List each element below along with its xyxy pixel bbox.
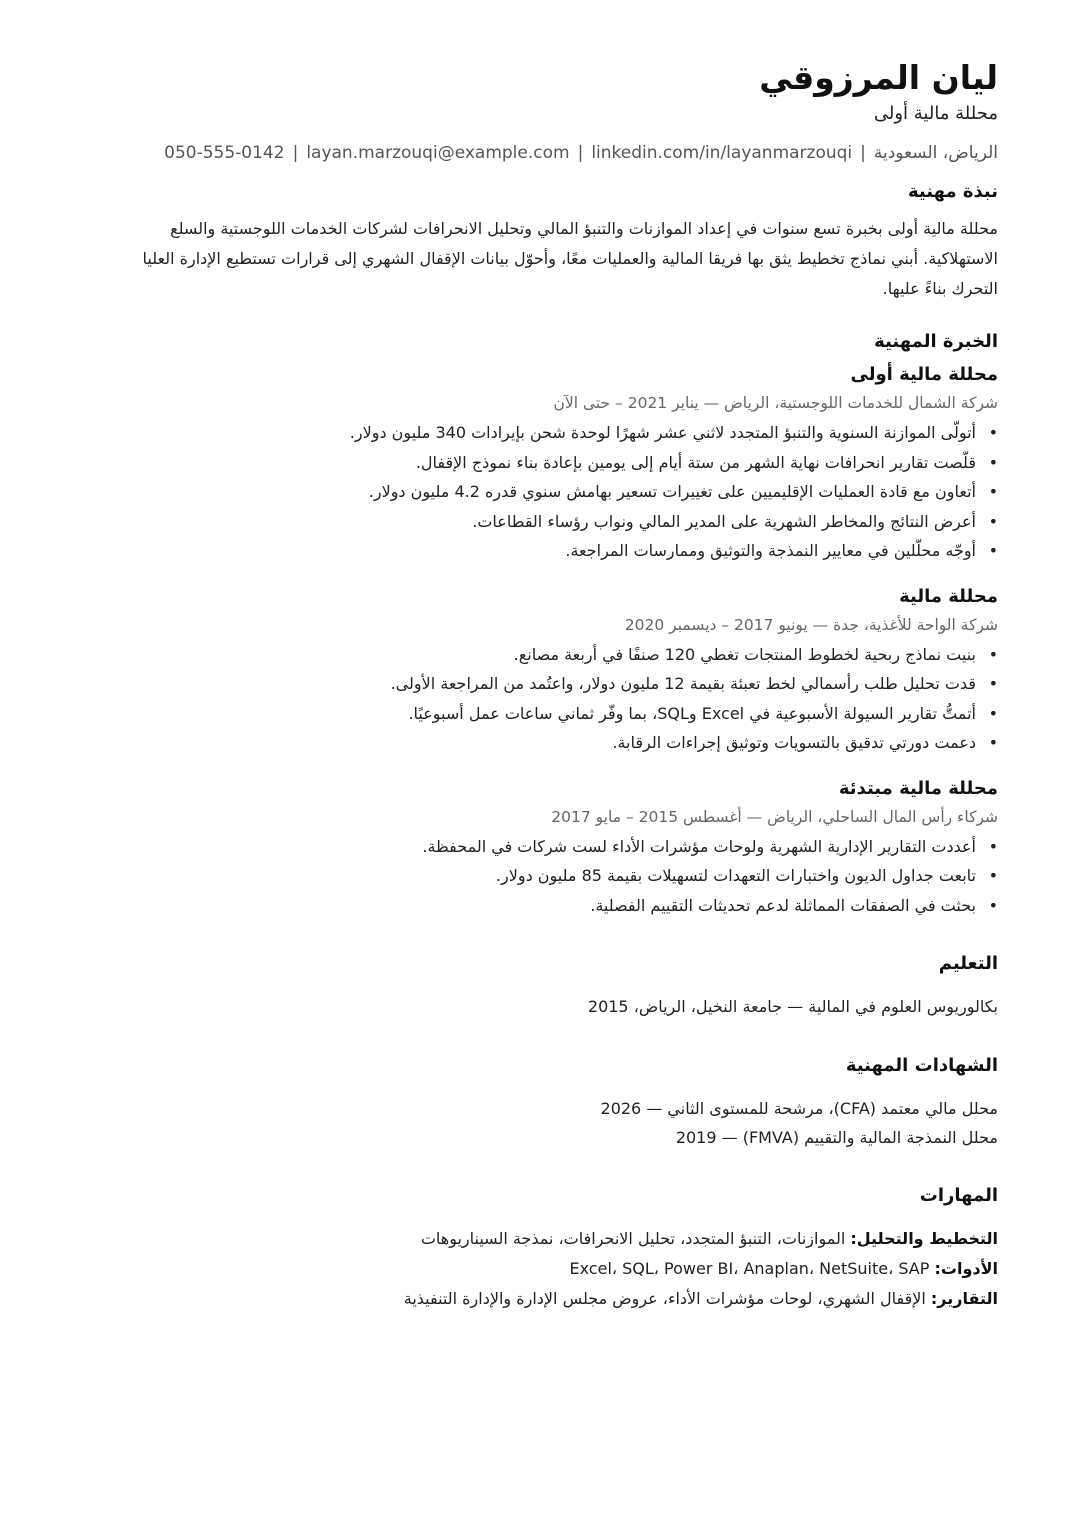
job-bullet — [118, 507, 998, 537]
bullet-icon: • — [988, 836, 998, 856]
bullet-icon: • — [988, 452, 998, 472]
job-entry — [118, 774, 998, 921]
bullet-icon: • — [988, 644, 998, 664]
resume-header — [118, 0, 998, 166]
candidate-name: ليان المرزوقي — [759, 58, 998, 97]
education-heading: التعليم — [938, 953, 998, 974]
contact-separator: | — [860, 143, 866, 163]
job-meta: شركاء رأس المال الساحلي، الرياض — أغسطس 2015 – مايو 2017 — [551, 807, 998, 826]
bullet-icon: • — [988, 703, 998, 723]
bullet-icon: • — [988, 733, 998, 752]
candidate-headline: محللة مالية أولى — [873, 103, 998, 124]
bullet-text: أتمتُّ تقارير السيولة الأسبوعية في Excel وSQL، بما وفّر ثماني ساعات عمل أسبوعيًا. — [408, 703, 976, 723]
education-entry: بكالوريوس العلوم في المالية — جامعة النخيل، الرياض، 2015 — [587, 997, 998, 1016]
bullet-icon: • — [988, 674, 998, 693]
job-bullet — [118, 536, 998, 566]
skill-value: الإقفال الشهري، لوحات مؤشرات الأداء، عروض مجلس الإدارة والإدارة التنفيذية — [403, 1289, 931, 1308]
bullet-text: أعرض النتائج والمخاطر الشهرية على المدير المالي ونواب رؤساء القطاعات. — [472, 511, 976, 531]
job-meta: شركة الواحة للأغذية، جدة — يونيو 2017 – ديسمبر 2020 — [624, 615, 998, 634]
job-bullet — [118, 640, 998, 670]
job-bullet — [118, 418, 998, 448]
bullet-text: تابعت جداول الديون واختبارات التعهدات لتسهيلات بقيمة 85 مليون دولار. — [495, 866, 976, 885]
job-bullet — [118, 832, 998, 862]
certifications-heading: الشهادات المهنية — [845, 1055, 998, 1076]
job-meta: شركة الشمال للخدمات اللوجستية، الرياض — يناير 2021 – حتى الآن — [553, 394, 998, 412]
bullet-text: قدت تحليل طلب رأسمالي لخط تعبئة بقيمة 12 مليون دولار، واعتُمد من المراجعة الأولى. — [390, 674, 976, 693]
summary-heading: نبذة مهنية — [907, 181, 998, 202]
experience-heading: الخبرة المهنية — [874, 331, 998, 352]
job-bullets — [118, 418, 998, 566]
job-title: محللة مالية — [899, 585, 998, 607]
certification-item: محلل مالي معتمد (CFA)، مرشحة للمستوى الثاني — 2026 — [600, 1099, 998, 1118]
job-bullet — [118, 699, 998, 729]
certifications-list — [118, 1094, 998, 1152]
certification-item: محلل النمذجة المالية والتقييم (FMVA) — 2019 — [675, 1128, 998, 1147]
job-bullet — [118, 448, 998, 478]
skills-list — [118, 1224, 998, 1314]
contact-linkedin[interactable]: linkedin.com/in/layanmarzouqi — [591, 143, 853, 163]
skill-value: الموازنات، التنبؤ المتجدد، تحليل الانحرافات، نمذجة السيناريوهات — [420, 1229, 851, 1248]
skill-label: التخطيط والتحليل: — [850, 1229, 998, 1248]
bullet-text: بحثت في الصفقات المماثلة لدعم تحديثات التقييم الفصلية. — [590, 895, 976, 915]
job-bullets — [118, 832, 998, 921]
bullet-icon: • — [988, 511, 998, 531]
bullet-icon: • — [988, 541, 998, 560]
job-entry — [118, 582, 998, 758]
skill-item — [118, 1254, 998, 1284]
skills-heading: المهارات — [919, 1185, 998, 1206]
job-bullet — [118, 728, 998, 758]
resume-page — [118, 0, 998, 1314]
bullet-icon: • — [988, 866, 998, 885]
bullet-icon: • — [988, 482, 998, 501]
contact-separator: | — [577, 143, 584, 163]
job-bullet — [118, 669, 998, 699]
contact-separator: | — [292, 143, 299, 163]
contact-location: الرياض، السعودية — [873, 143, 998, 163]
contact-phone: 050-555-0142 — [164, 143, 285, 163]
bullet-text: أتولّى الموازنة السنوية والتنبؤ المتجدد لاثني عشر شهرًا لوحدة شحن بإيرادات 340 مليون دولار. — [349, 423, 976, 442]
job-bullet — [118, 861, 998, 891]
job-bullet — [118, 477, 998, 507]
bullet-text: أعددت التقارير الإدارية الشهرية ولوحات مؤشرات الأداء لست شركات في المحفظة. — [422, 836, 976, 856]
skill-item — [118, 1284, 998, 1314]
bullet-text: بنيت نماذج ربحية لخطوط المنتجات تغطي 120 صنفًا في أربعة مصانع. — [513, 644, 976, 664]
job-entry — [118, 360, 998, 566]
job-bullet — [118, 891, 998, 921]
job-bullets — [118, 640, 998, 758]
skill-label: التقارير: — [930, 1289, 998, 1308]
bullet-icon: • — [988, 423, 998, 442]
summary-text: محللة مالية أولى بخبرة تسع سنوات في إعداد الموازنات والتنبؤ المالي وتحليل الانحرافات لشركات الخدمات اللوجستية والسلع الاستهلاكية. أبني نماذج تخطيط يثق بها فريقا المالية والعمليات معًا، وأحوّل بيانات الإقفال الشهري إلى قرارات تستطيع الإدارة العليا التحرك بناءً عليها. — [142, 219, 998, 298]
bullet-text: أوجّه محلّلين في معايير النمذجة والتوثيق وممارسات المراجعة. — [565, 541, 976, 560]
bullet-icon: • — [988, 895, 998, 915]
job-title: محللة مالية مبتدئة — [838, 777, 998, 799]
bullet-text: أتعاون مع قادة العمليات الإقليميين على تغييرات تسعير بهامش سنوي قدره 4.2 مليون دولار. — [368, 482, 976, 501]
skill-item — [118, 1224, 998, 1254]
contact-line — [118, 140, 998, 166]
bullet-text: قلّصت تقارير انحرافات نهاية الشهر من ستة أيام إلى يومين بإعادة بناء نموذج الإقفال. — [415, 452, 976, 472]
bullet-text: دعمت دورتي تدقيق بالتسويات وتوثيق إجراءات الرقابة. — [612, 733, 976, 752]
skill-value: Excel، SQL، Power BI، Anaplan، NetSuite، SAP — [569, 1259, 935, 1278]
contact-email[interactable]: layan.marzouqi@example.com — [306, 143, 570, 163]
job-title: محللة مالية أولى — [850, 364, 998, 385]
skill-label: الأدوات: — [934, 1259, 998, 1278]
